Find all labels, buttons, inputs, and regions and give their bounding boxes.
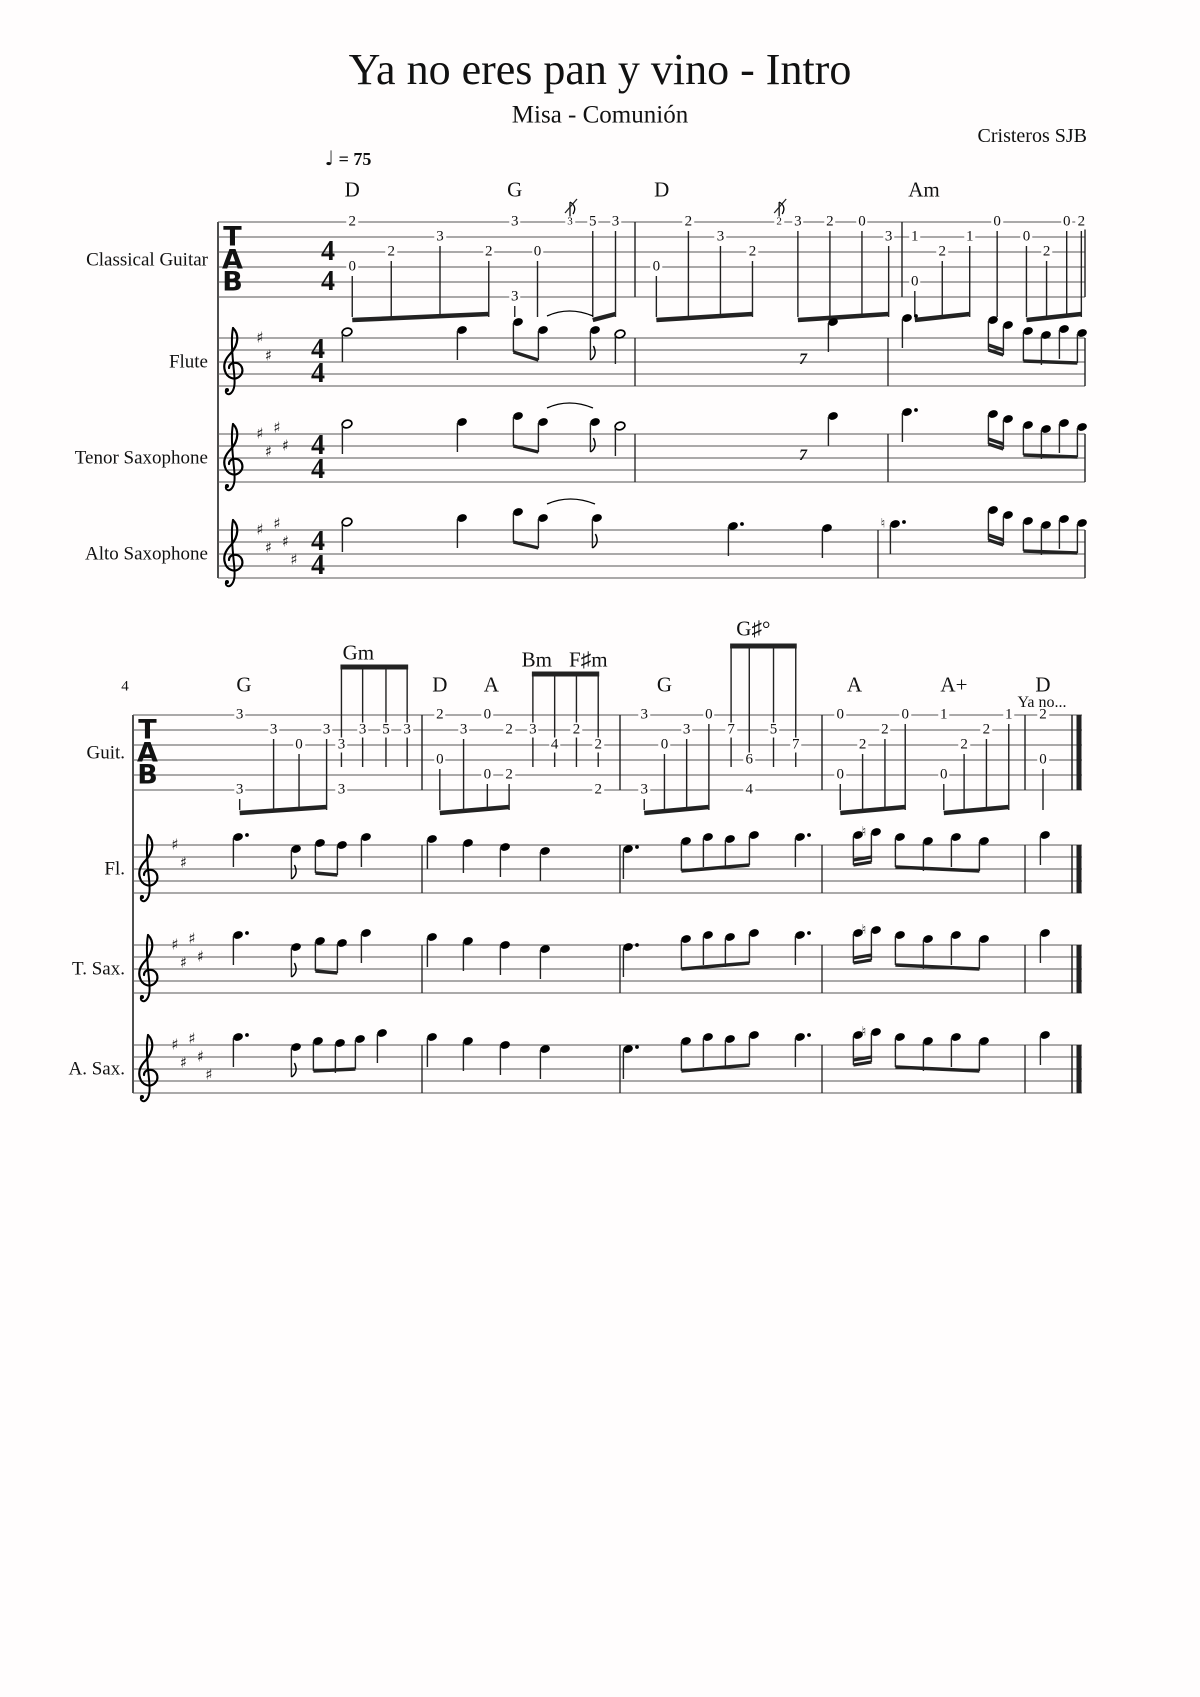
fret-number: 3 [640,706,648,723]
fret-number: 3 [322,721,331,738]
fret-number: 2 [1042,243,1051,260]
credit: Cristeros SJB [977,125,1087,147]
fret-number: 0 [993,213,1001,230]
chord-label: F♯m [569,647,608,672]
instrument-label: T. Sax. [72,958,125,980]
key-signature-sharp: ♯ [179,953,188,972]
chord-label: G [507,177,523,202]
fret-number: 0 [483,766,492,783]
key-signature-sharp: ♯ [281,532,290,551]
key-signature-sharp: ♯ [281,436,290,455]
key-signature-sharp: ♯ [264,538,273,557]
time-signature-numeral: 4 [311,430,325,461]
fret-number: 2 [1077,213,1086,230]
tab-letter: A [137,737,157,768]
fret-number: 0 [652,258,661,275]
page-title: Ya no eres pan y vino - Intro [348,45,852,94]
instrument-label: A. Sax. [68,1058,125,1080]
key-signature-sharp: ♯ [256,328,264,347]
fret-number: 2 [505,721,513,738]
fret-number: 1 [965,228,974,245]
chord-label: Am [908,177,940,202]
measure-number: 4 [121,678,129,695]
fret-number: 0 [348,258,356,275]
time-signature-numeral: 4 [321,236,335,267]
chord-label: A+ [940,672,968,697]
key-signature-sharp: ♯ [171,835,179,854]
fret-number: 1 [911,228,919,245]
key-signature-sharp: ♯ [273,514,281,533]
grace-fret-number: 2 [776,215,782,228]
fret-number: 2 [594,781,602,798]
tempo-mark [325,148,372,168]
fret-number: 2 [960,736,968,753]
fret-number: 0 [533,243,542,260]
fret-number: 2 [982,721,991,738]
key-signature-sharp: ♯ [256,520,264,539]
key-signature-sharp: ♯ [188,1029,196,1048]
fret-number: 1 [1005,706,1013,723]
instrument-label: Fl. [104,858,125,880]
natural-accidental: ♮ [880,516,886,532]
fret-number: 7 [727,721,735,738]
instrument-label: Tenor Saxophone [74,447,208,469]
fret-number: 2 [858,736,867,753]
fret-number: 2 [748,243,757,260]
fret-number: 3 [716,228,725,245]
chord-label: A [846,672,863,697]
fret-number: 2 [684,213,693,230]
eighth-rest-icon: 7 [799,351,807,368]
chord-label: G [656,672,673,697]
fret-number: 2 [826,213,834,230]
fret-number: 2 [938,243,946,260]
key-signature-sharp: ♯ [171,1035,179,1054]
fret-number: 0 [436,751,444,768]
fret-number: 3 [682,721,691,738]
fret-number: 3 [337,781,346,798]
time-signature-numeral: 4 [321,266,335,297]
grace-fret-number: 3 [567,215,573,228]
chord-label: D [344,177,360,202]
chord-label: D [432,672,448,697]
key-signature-sharp: ♯ [273,418,281,437]
tempo-value: = 75 [334,149,372,169]
fret-number: 3 [358,721,367,738]
chord-label: G♯° [736,616,771,641]
quarter-note-icon: ♩ [324,146,335,170]
fret-number: 3 [640,781,648,798]
fret-number: 0 [836,766,845,783]
fret-number: 0 [836,706,845,723]
fret-number: 0 [660,736,669,753]
time-signature-numeral: 4 [311,526,325,557]
key-signature-sharp: ♯ [179,1053,188,1072]
fret-number: 1 [940,706,948,723]
fret-number: 3 [529,721,537,738]
time-signature-numeral: 4 [311,550,325,581]
fret-number: 3 [403,721,411,738]
tab-letter: B [137,759,157,791]
fret-number: 2 [505,766,513,783]
chord-label: Gm [342,640,375,665]
key-signature-sharp: ♯ [171,935,179,954]
fret-number: 0 [901,706,909,723]
fret-number: 0 [940,766,948,783]
fret-number: 2 [572,721,581,738]
chord-label: Bm [521,647,552,672]
tab-letter: B [222,266,242,298]
key-signature-sharp: ♯ [196,947,205,966]
instrument-label: Flute [168,351,208,373]
fret-number: 3 [269,721,278,738]
natural-accidental: ♮ [861,1024,867,1040]
fret-number: 0 [705,706,713,723]
fret-number: 5 [382,721,390,738]
chord-label: D [1035,672,1051,697]
fret-number: 4 [550,736,559,753]
fret-number: 3 [436,228,444,245]
key-signature-sharp: ♯ [205,1065,213,1084]
fret-number: 0 [1062,213,1071,230]
fret-number: 2 [594,736,602,753]
fret-number: 2 [485,243,493,260]
fret-number: 6 [745,751,754,768]
fret-number: 2 [1039,706,1047,723]
fret-number: 5 [769,721,778,738]
fret-number: 2 [348,213,356,230]
fret-number: 4 [745,781,754,798]
fret-number: 0 [911,273,919,290]
instrument-label: Guit. [86,742,125,764]
fret-number: 3 [337,736,346,753]
natural-accidental: ♮ [861,824,867,840]
chord-label: A [483,672,499,697]
fret-number: 2 [387,243,395,260]
tab-letter: T [138,714,156,746]
fret-number: 3 [794,213,802,230]
fret-number: 3 [611,213,620,230]
chord-label: D [654,177,670,202]
eighth-rest-icon: 7 [799,447,807,464]
fret-number: 3 [235,781,244,798]
time-signature-numeral: 4 [311,334,325,365]
fret-number: 0 [1039,751,1047,768]
fret-number: 3 [459,721,468,738]
instrument-label: Classical Guitar [86,249,208,271]
fret-number: 2 [881,721,889,738]
time-signature-numeral: 4 [311,358,325,389]
time-signature-numeral: 4 [311,454,325,485]
natural-accidental: ♮ [861,922,867,938]
fret-number: 3 [884,228,893,245]
fret-number: 3 [511,213,519,230]
tab-letter: T [223,221,241,253]
page-subtitle: Misa - Comunión [511,101,689,129]
fret-number: 3 [511,288,519,305]
key-signature-sharp: ♯ [290,550,298,569]
fret-number: 0 [1022,228,1031,245]
fret-number: 0 [295,736,303,753]
key-signature-sharp: ♯ [264,346,273,365]
key-signature-sharp: ♯ [264,442,273,461]
fret-number: 5 [589,213,597,230]
fret-number: 2 [436,706,444,723]
key-signature-sharp: ♯ [179,853,188,872]
fret-number: 7 [791,736,800,753]
key-signature-sharp: ♯ [196,1047,205,1066]
tab-letter: A [222,244,242,275]
fret-number: 0 [483,706,492,723]
key-signature-sharp: ♯ [188,929,196,948]
fret-number: 0 [858,213,866,230]
key-signature-sharp: ♯ [256,424,264,443]
instrument-label: Alto Saxophone [85,543,208,565]
lyric-text: Ya no... [1017,694,1067,711]
chord-label: G [236,672,252,697]
fret-number: 3 [235,706,244,723]
